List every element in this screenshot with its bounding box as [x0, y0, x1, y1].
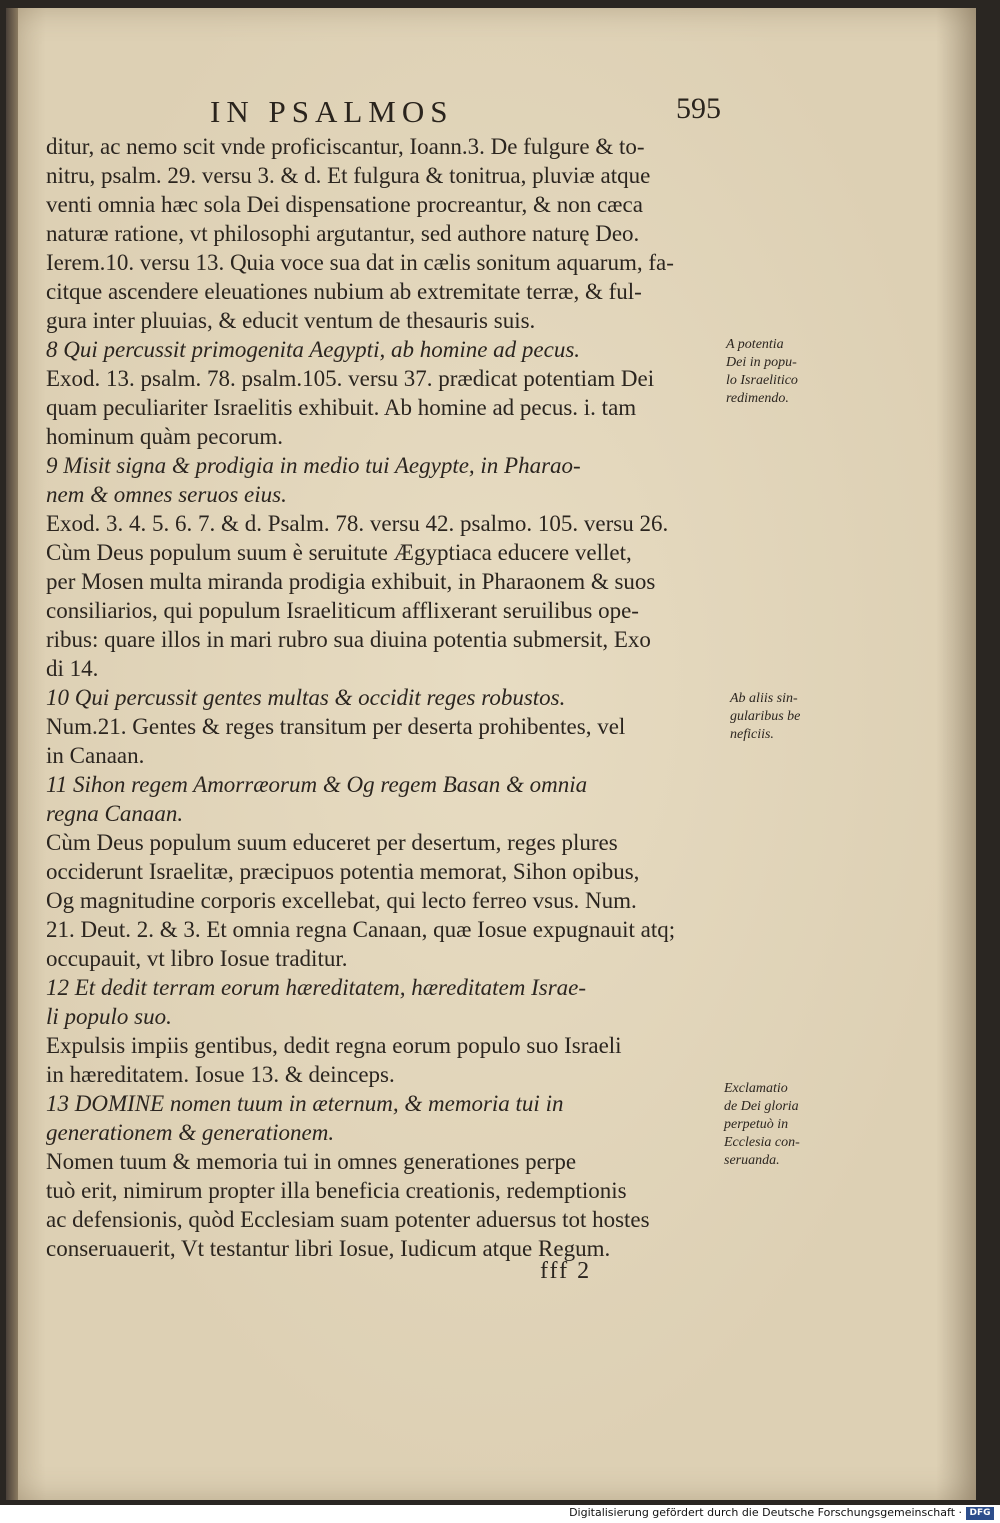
dfg-logo: DFG [966, 1507, 994, 1520]
margin-note-line: A potentia [726, 337, 784, 352]
margin-note-line: lo Israelitico [726, 373, 798, 388]
margin-note-line: de Dei gloria [724, 1099, 799, 1114]
commentary-line: Cùm Deus populum suum è seruitute Ægyptiaca educere vellet, [46, 540, 632, 565]
verse-line: 11 Sihon regem Amorræorum & Og regem Basan & omnia [46, 772, 588, 797]
margin-note [726, 336, 836, 408]
commentary-line: citque ascendere eleuationes nubium ab extremitate terræ, & ful- [46, 279, 642, 304]
margin-note [730, 690, 840, 744]
verse-line: 9 Misit signa & prodigia in medio tui Aegypte, in Pharao- [46, 453, 581, 478]
verse-line: 8 Qui percussit primogenita Aegypti, ab homine ad pecus. [46, 337, 581, 362]
verse-line: 10 Qui percussit gentes multas & occidit reges robustos. [46, 685, 566, 710]
commentary-line: quam peculiariter Israelitis exhibuit. Ab homine ad pecus. i. tam [46, 395, 637, 420]
commentary-line: Num.21. Gentes & reges transitum per deserta prohibentes, vel [46, 714, 626, 739]
commentary-line: in Canaan. [46, 743, 145, 768]
page-gutter [6, 8, 18, 1500]
commentary-line: di 14. [46, 656, 99, 681]
margin-note-line: Ab aliis sin- [730, 691, 798, 706]
verse-line: generationem & generationem. [46, 1120, 335, 1145]
signature-mark: fff 2 [540, 1258, 592, 1284]
funding-credit: Digitalisierung gefördert durch die Deutsche Forschungsgemeinschaft · [569, 1506, 962, 1519]
commentary-line: hominum quàm pecorum. [46, 424, 283, 449]
margin-note-line: Dei in popu- [726, 355, 797, 370]
commentary-line: nitru, psalm. 29. versu 3. & d. Et fulgura & tonitrua, pluviæ atque [46, 163, 651, 188]
commentary-line: ditur, ac nemo scit vnde proficiscantur, Ioann.3. De fulgure & to- [46, 134, 645, 159]
commentary-line: ac defensionis, quòd Ecclesiam suam potenter aduersus tot hostes [46, 1207, 650, 1232]
margin-note-line: gularibus be [730, 709, 801, 724]
body-text [46, 132, 726, 1263]
footer-bar [0, 1505, 1000, 1523]
commentary-line: Expulsis impiis gentibus, dedit regna eorum populo suo Israeli [46, 1033, 622, 1058]
margin-note [724, 1080, 834, 1170]
margin-note-line: redimendo. [726, 391, 789, 406]
commentary-line: Exod. 3. 4. 5. 6. 7. & d. Psalm. 78. versu 42. psalmo. 105. versu 26. [46, 511, 669, 536]
commentary-line: occupauit, vt libro Iosue traditur. [46, 946, 348, 971]
commentary-line: Exod. 13. psalm. 78. psalm.105. versu 37. prædicat potentiam Dei [46, 366, 655, 391]
verse-line: 13 DOMINE nomen tuum in æternum, & memoria tui in [46, 1091, 564, 1116]
commentary-line: Nomen tuum & memoria tui in omnes generationes perpe [46, 1149, 577, 1174]
margin-note-line: seruanda. [724, 1153, 780, 1168]
commentary-line: naturæ ratione, vt philosophi argutantur, sed authore naturę Deo. [46, 221, 640, 246]
commentary-line: Cùm Deus populum suum educeret per desertum, reges plures [46, 830, 618, 855]
commentary-line: venti omnia hæc sola Dei dispensatione procreantur, & non cæca [46, 192, 643, 217]
verse-line: nem & omnes seruos eius. [46, 482, 287, 507]
page-number: 595 [676, 92, 721, 125]
commentary-line: per Mosen multa miranda prodigia exhibuit, in Pharaonem & suos [46, 569, 656, 594]
commentary-line: tuò erit, nimirum propter illa beneficia creationis, redemptionis [46, 1178, 627, 1203]
commentary-line: in hæreditatem. Iosue 13. & deinceps. [46, 1062, 395, 1087]
commentary-line: 21. Deut. 2. & 3. Et omnia regna Canaan, quæ Iosue expugnauit atq; [46, 917, 676, 942]
verse-line: regna Canaan. [46, 801, 184, 826]
running-title: IN PSALMOS [210, 94, 454, 129]
commentary-line: consiliarios, qui populum Israeliticum afflixerant seruilibus ope- [46, 598, 639, 623]
commentary-line: Og magnitudine corporis excellebat, qui lecto ferreo vsus. Num. [46, 888, 637, 913]
margin-note-line: neficiis. [730, 727, 774, 742]
margin-note-line: Ecclesia con- [724, 1135, 800, 1150]
verse-line: 12 Et dedit terram eorum hæreditatem, hæreditatem Israe- [46, 975, 587, 1000]
commentary-line: gura inter pluuias, & educit ventum de thesauris suis. [46, 308, 536, 333]
commentary-line: ribus: quare illos in mari rubro sua diuina potentia submersit, Exo [46, 627, 651, 652]
margin-note-line: Exclamatio [724, 1081, 788, 1096]
commentary-line: Ierem.10. versu 13. Quia voce sua dat in cælis sonitum aquarum, fa- [46, 250, 674, 275]
commentary-line: occiderunt Israelitæ, præcipuos potentia memorat, Sihon opibus, [46, 859, 640, 884]
verse-line: li populo suo. [46, 1004, 172, 1029]
margin-note-line: perpetuò in [724, 1117, 789, 1132]
commentary-line: conseruauerit, Vt testantur libri Iosue, Iudicum atque Regum. [46, 1236, 611, 1261]
